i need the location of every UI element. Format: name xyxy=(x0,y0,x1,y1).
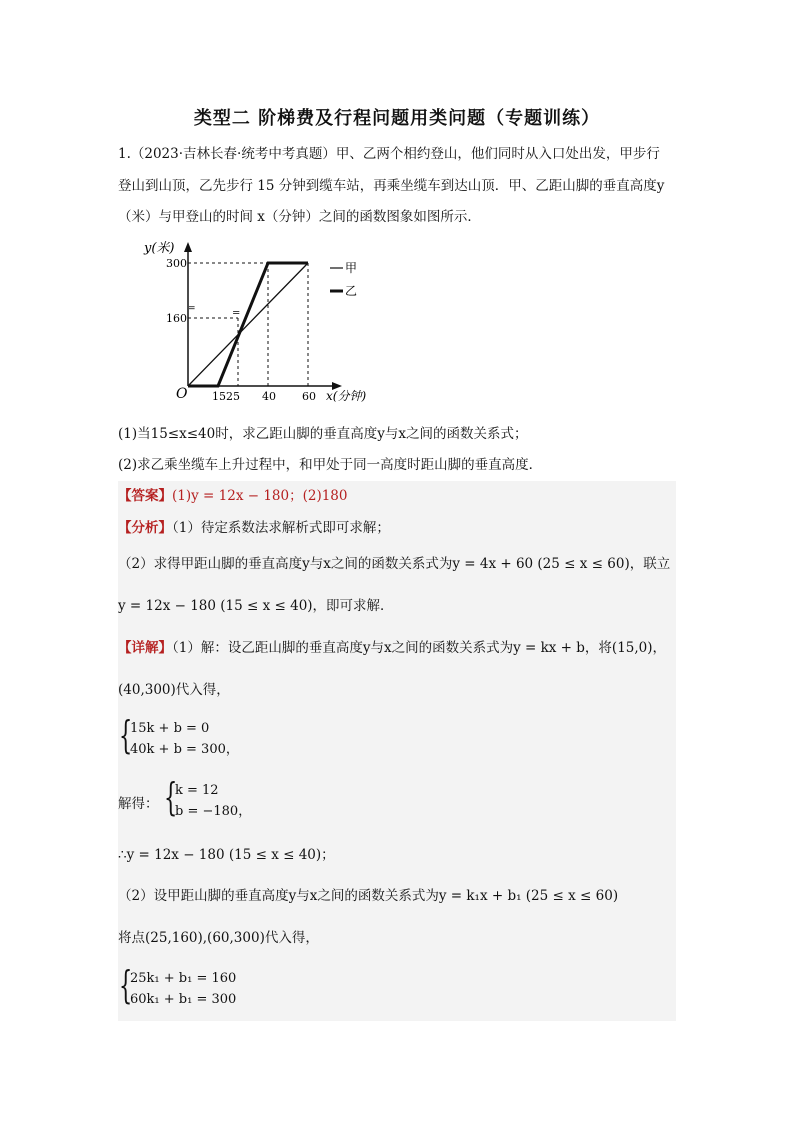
problem-line-1: 1.（2023·吉林长春·统考中考真题）甲、乙两个相约登山，他们同时从入口处出发，甲步行 xyxy=(118,146,660,162)
page-title: 类型二 阶梯费及行程问题用类问题（专题训练） xyxy=(193,108,601,129)
answer-tag: 【答案】 xyxy=(118,488,172,504)
answer-text: (1)y = 12x − 180；(2)180 xyxy=(172,488,348,504)
detail-substitute: 将点(25,160),(60,300)代入得， xyxy=(118,930,319,946)
brace-1: { xyxy=(119,713,133,757)
x-tick-40: 40 xyxy=(262,390,276,403)
detail-part-2: （2）设甲距山脚的垂直高度y与x之间的函数关系式为y = k₁x + b₁ (25 ≤ x ≤ 60) xyxy=(118,888,619,904)
x-tick-15: 15 xyxy=(212,390,226,403)
problem-line-3: （米）与甲登山的时间 x（分钟）之间的函数图象如图所示． xyxy=(118,209,481,225)
mark-top: = xyxy=(188,304,196,314)
origin-label: O xyxy=(176,386,188,402)
system-1-eq-a: 15k + b = 0 xyxy=(130,721,210,736)
y-axis-arrow xyxy=(184,242,192,252)
answer-line xyxy=(118,486,678,506)
system-1-eq-b: 40k + b = 300， xyxy=(130,742,239,757)
result-1: ∴y = 12x − 180 (15 ≤ x ≤ 40)； xyxy=(118,847,335,863)
brace-3: { xyxy=(119,963,133,1007)
function-graph xyxy=(140,238,380,413)
system-3 xyxy=(130,968,236,1010)
problem-line-2: 登山到山顶，乙先步行 15 分钟到缆车站，再乘坐缆车到达山顶．甲、乙距山脚的垂直高度y xyxy=(118,178,665,194)
question-1: (1)当15≤x≤40时，求乙距山脚的垂直高度y与x之间的函数关系式； xyxy=(118,426,528,442)
system-2 xyxy=(175,780,251,822)
detail-line-1 xyxy=(118,638,678,658)
solve-label: 解得： xyxy=(118,796,159,812)
system-1 xyxy=(130,718,239,760)
analysis-line-1 xyxy=(118,518,678,538)
x-tick-60: 60 xyxy=(302,390,316,403)
legend-yi-label: 乙 xyxy=(345,284,358,298)
x-tick-25: 25 xyxy=(226,390,240,403)
x-axis-label: x(分钟) xyxy=(326,389,367,403)
series-jia-line xyxy=(188,263,308,386)
analysis-line-3: y = 12x − 180 (15 ≤ x ≤ 40)，即可求解． xyxy=(118,598,394,614)
system-2-eq-a: k = 12 xyxy=(175,783,219,798)
system-3-eq-b: 60k₁ + b₁ = 300 xyxy=(130,992,237,1007)
analysis-text-1: （1）待定系数法求解析式即可求解； xyxy=(172,520,390,536)
y-tick-300: 300 xyxy=(166,257,187,270)
detail-line-2: (40,300)代入得， xyxy=(118,682,230,698)
question-2: (2)求乙乘坐缆车上升过程中，和甲处于同一高度时距山脚的垂直高度． xyxy=(118,457,543,473)
y-tick-160: 160 xyxy=(166,312,187,325)
analysis-line-2: （2）求得甲距山脚的垂直高度y与x之间的函数关系式为y = 4x + 60 (25 ≤ x ≤ 60)，联立 xyxy=(118,556,671,572)
legend-jia-label: 甲 xyxy=(345,261,358,275)
system-3-eq-a: 25k₁ + b₁ = 160 xyxy=(130,971,237,986)
mark-mid: = xyxy=(232,308,241,319)
brace-2: { xyxy=(164,775,178,819)
detail-tag: 【详解】 xyxy=(118,640,172,656)
analysis-tag: 【分析】 xyxy=(118,520,172,536)
system-2-eq-b: b = −180， xyxy=(175,804,252,819)
y-axis-label: y(米) xyxy=(144,241,175,256)
detail-text-1: （1）解：设乙距山脚的垂直高度y与x之间的函数关系式为y = kx + b，将(15,0)， xyxy=(172,640,667,656)
